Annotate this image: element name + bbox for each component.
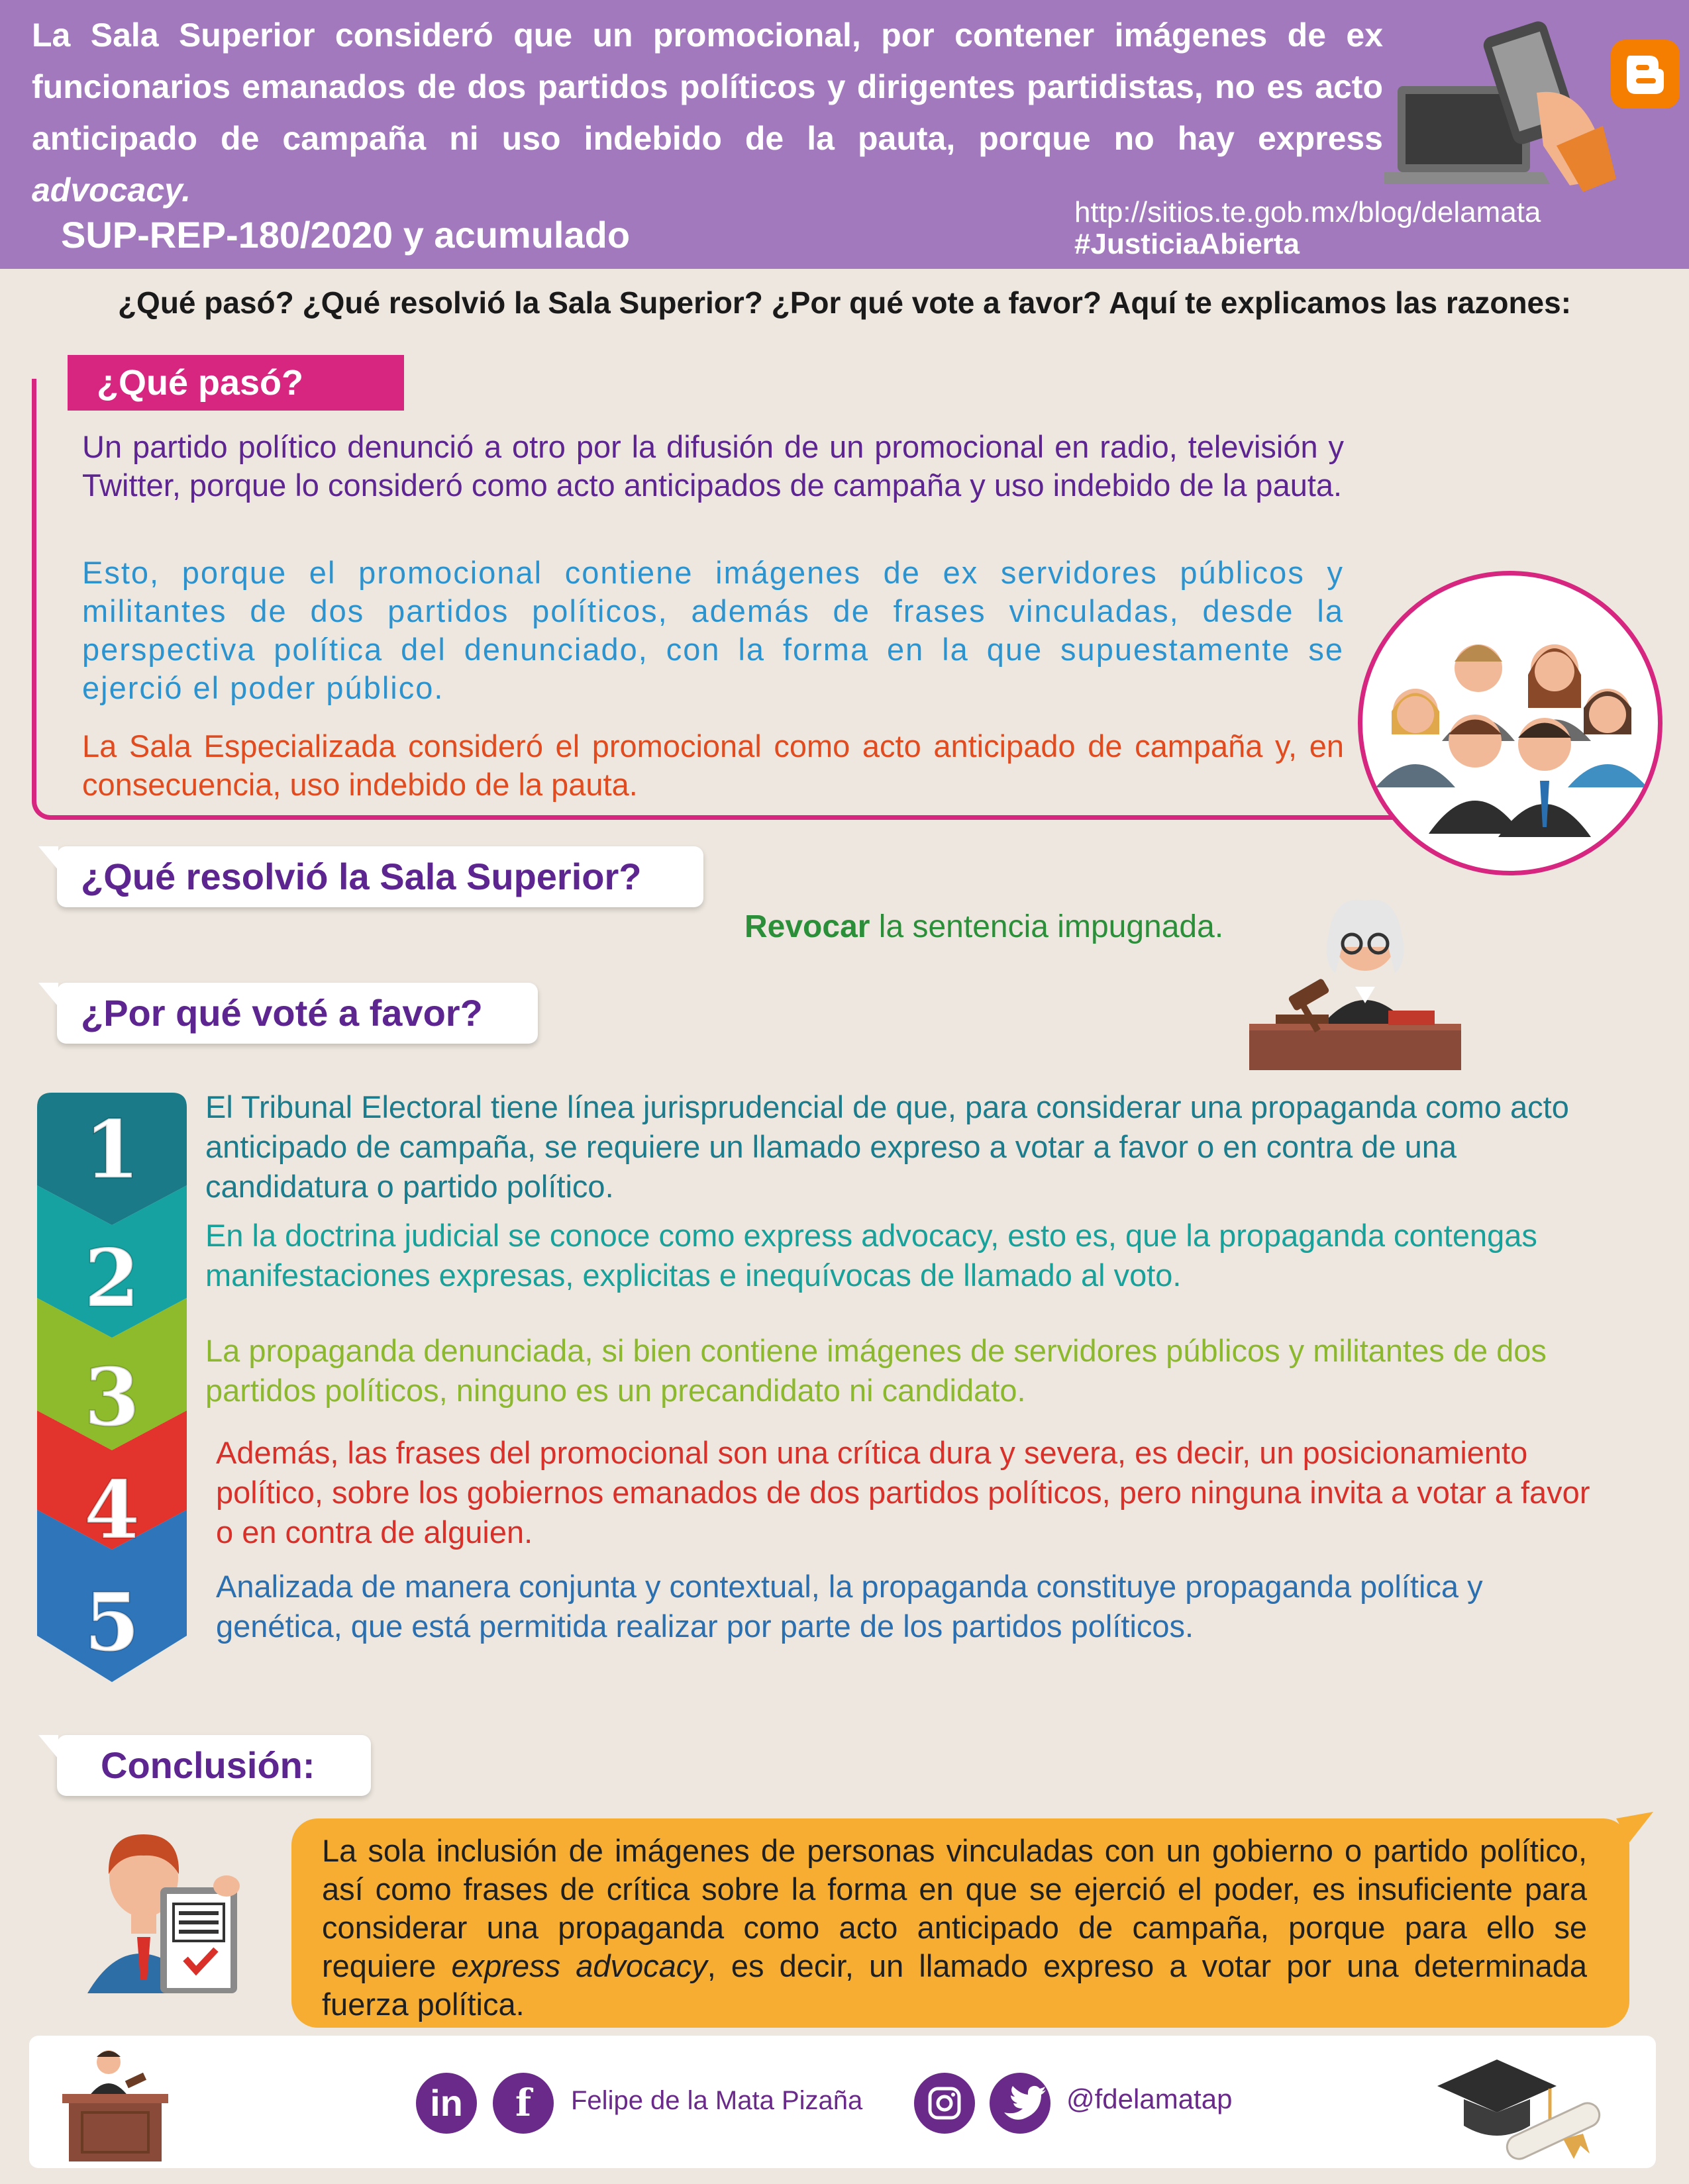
- decision-verb: Revocar: [744, 909, 870, 944]
- conclusion-italic: express advocacy: [451, 1948, 707, 1983]
- linkedin-icon[interactable]: in: [416, 2073, 477, 2134]
- speech-tail: [1616, 1812, 1656, 1845]
- step-number-1: 1: [84, 1103, 140, 1197]
- author-name: Felipe de la Mata Pizaña: [571, 2086, 863, 2115]
- reason-2: En la doctrina judicial se conoce como express advocacy, esto es, que la propaganda contengas manifestaciones expresas, explicitas e inequívocas de llamado al voto.: [205, 1218, 1537, 1293]
- case-number: SUP-REP-180/2020 y acumulado: [61, 214, 631, 256]
- section-title-why: ¿Por qué voté a favor?: [57, 983, 538, 1044]
- facebook-icon[interactable]: f: [493, 2073, 554, 2134]
- graduation-cap-icon: [1424, 2046, 1623, 2165]
- reason-1: El Tribunal Electoral tiene línea jurisprudencial de que, para considerar una propaganda como acto anticipado de campaña, se requiere un llamado expreso a votar a favor o en contra de una candidatura o partido político.: [205, 1089, 1569, 1204]
- judge-podium-icon: [62, 2044, 175, 2163]
- man-with-document-icon: [74, 1814, 246, 2000]
- social-handle: @fdelamatap: [1066, 2083, 1233, 2114]
- twitter-icon[interactable]: [990, 2073, 1050, 2134]
- decision-rest: la sentencia impugnada.: [870, 909, 1224, 944]
- reason-3: La propaganda denunciada, si bien contiene imágenes de servidores públicos y militantes de dos partidos políticos, ninguno es un precandidato ni candidato.: [205, 1333, 1547, 1408]
- page-title-italic: advocacy.: [32, 172, 191, 209]
- step-number-3: 3: [84, 1351, 140, 1444]
- reason-5: Analizada de manera conjunta y contextual, la propaganda constituye propaganda política y genética, que está permitida realizar por parte de los partidos políticos.: [216, 1569, 1483, 1644]
- step-number-5: 5: [84, 1576, 140, 1669]
- hashtag: #JusticiaAbierta: [1074, 228, 1300, 260]
- conclusion-box: [291, 1818, 1629, 2028]
- section-title-conclusion: Conclusión:: [57, 1735, 371, 1796]
- paragraph-complaint: Un partido político denunció a otro por la difusión de un promocional en radio, televisión y Twitter, porque lo consideró como acto anticipados de campaña y uso indebido de la pauta.: [82, 429, 1344, 503]
- paragraph-reason: Esto, porque el promocional contiene imágenes de ex servidores públicos y militantes de dos partidos políticos, además de frases vinculadas, desde la perspectiva política del denunciado, con la forma en la que supuestamente se ejerció el poder público.: [82, 555, 1344, 705]
- page-title: La Sala Superior consideró que un promocional, por contener imágenes de ex funcionarios emanados de dos partidos políticos y dirigentes partidistas, no es acto anticipado de campaña ni uso indebido de la pauta, porque no hay express advocacy.: [32, 17, 1383, 209]
- judge-icon: [1249, 887, 1468, 1073]
- group-people-icon: [1358, 571, 1663, 875]
- intro-questions: ¿Qué pasó? ¿Qué resolvió la Sala Superior? ¿Por qué vote a favor? Aquí te explicamos las razones:: [117, 285, 1572, 320]
- section-title-resolved: ¿Qué resolvió la Sala Superior?: [57, 846, 703, 907]
- step-number-4: 4: [84, 1464, 140, 1557]
- blogger-icon[interactable]: [1611, 40, 1680, 109]
- step-number-2: 2: [84, 1232, 140, 1325]
- instagram-icon[interactable]: [914, 2073, 975, 2134]
- section-title-what-happened: ¿Qué pasó?: [68, 355, 404, 411]
- paragraph-special-chamber: La Sala Especializada consideró el promocional como acto anticipado de campaña y, en consecuencia, uso indebido de la pauta.: [82, 728, 1344, 802]
- blog-url-link[interactable]: http://sitios.te.gob.mx/blog/delamata: [1074, 196, 1541, 228]
- conclusion-text: La sola inclusión de imágenes de personas vinculadas con un gobierno o partido político, así como frases de crítica sobre la forma en que se ejerció el poder, es insuficiente para considerar una propaganda como acto anticipado de campaña, porque para ello se requiere express advocacy, es decir, un llamado expreso a votar por una determinada fuerza política.: [322, 1833, 1587, 2022]
- decision-text: [744, 909, 1223, 945]
- reason-4: Además, las frases del promocional son una crítica dura y severa, es decir, un posicionamiento político, sobre los gobiernos emanados de dos partidos políticos, pero ninguna invita a votar a favor o en contra de alguien.: [216, 1435, 1590, 1550]
